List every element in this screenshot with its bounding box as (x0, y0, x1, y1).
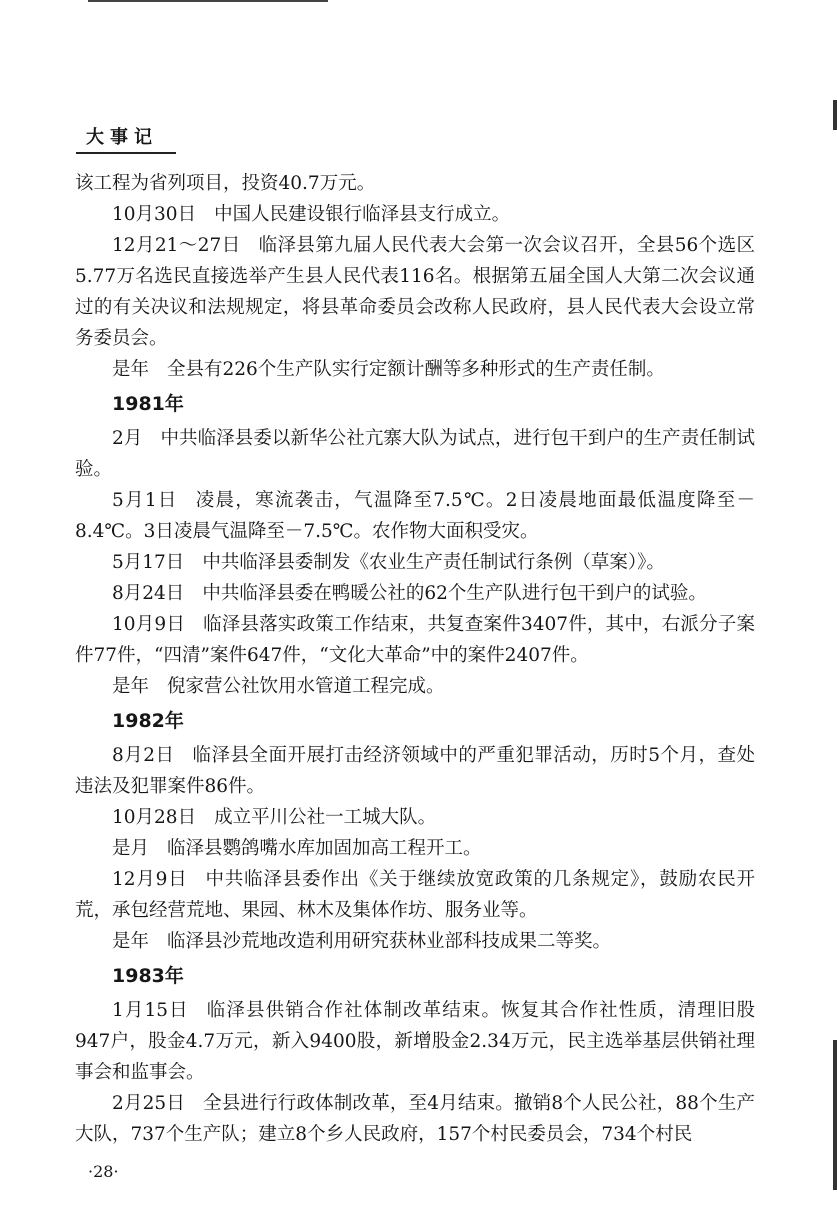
page-number: ·28· (88, 1162, 119, 1181)
entry-text: 临泽县全面开展打击经济领域中的严重犯罪活动，历时5个月，查处违法及犯罪案件86件。 (75, 745, 756, 797)
year-heading: 1983年 (112, 965, 184, 987)
entry-date: 2月25日 (112, 1093, 186, 1114)
entry-text: 中共临泽县委在鸭暖公社的62个生产队进行包干到户的试验。 (202, 583, 707, 604)
chronicle-entry (75, 864, 755, 926)
chronicle-entry (75, 995, 755, 1088)
entry-date: 是月 (112, 838, 150, 859)
entry-date: 1月15日 (112, 1000, 189, 1021)
entry-text: 临泽县第九届人民代表大会第一次会议召开，全县56个选区5.77万名选民直接选举产生县人民代表116名。根据第五届全国人大第二次会议通过的有关决议和法规规定，将县革命委员会改称人民政府，县人民代表大会设立常务委员会。 (75, 235, 755, 349)
chronicle-entry (75, 578, 755, 609)
chronicle-entry (75, 740, 755, 802)
chronicle-entry (75, 833, 755, 864)
chronicle-entry (75, 199, 755, 230)
scan-edge-mark (833, 1040, 837, 1190)
header-rule (76, 152, 176, 154)
entry-date: 10月28日 (112, 807, 197, 828)
year-heading: 1981年 (112, 393, 184, 415)
chronicle-entry (75, 547, 755, 578)
entry-date: 是年 (112, 931, 150, 952)
entry-text: 中国人民建设银行临泽县支行成立。 (214, 204, 511, 225)
continued-paragraph: 该工程为省列项目，投资40.7万元。 (75, 173, 376, 194)
entry-date: 10月9日 (112, 614, 186, 635)
entry-text: 全县有226个生产队实行定额计酬等多种形式的生产责任制。 (167, 359, 665, 380)
entry-text: 凌晨，寒流袭击，气温降至7.5℃。2日凌晨地面最低温度降至－8.4℃。3日凌晨气温降至－7.5℃。农作物大面积受灾。 (75, 490, 756, 542)
chronicle-entry (75, 230, 755, 354)
entry-text: 临泽县供销合作社体制改革结束。恢复其合作社性质，清理旧股947户，股金4.7万元，新入9400股，新增股金2.34万元，民主选举基层供销社理事会和监事会。 (75, 1000, 755, 1083)
chronicle-entry (75, 671, 755, 702)
entry-text: 倪家营公社饮用水管道工程完成。 (167, 676, 445, 697)
scan-edge-mark (833, 100, 837, 130)
running-header: 大事记 (86, 127, 158, 148)
chronicle-entry (75, 802, 755, 833)
entry-date: 5月17日 (112, 552, 185, 573)
entry-text: 中共临泽县委以新华公社亢寨大队为试点，进行包干到户的生产责任制试验。 (75, 428, 755, 480)
chronicle-entry (75, 926, 755, 957)
entry-date: 8月2日 (112, 745, 175, 766)
chronicle-entry (75, 609, 755, 671)
chronicle-entry (75, 1088, 755, 1150)
entry-date: 8月24日 (112, 583, 185, 604)
entry-date: 12月21～27日 (112, 235, 241, 256)
entry-text: 中共临泽县委制发《农业生产责任制试行条例（草案）》。 (202, 552, 665, 573)
chronicle-entry (75, 354, 755, 385)
page-body (75, 168, 755, 1150)
entry-date: 是年 (112, 676, 150, 697)
entry-date: 10月30日 (112, 204, 197, 225)
entry-text: 临泽县沙荒地改造利用研究获林业部科技成果二等奖。 (167, 931, 612, 952)
entry-date: 是年 (112, 359, 150, 380)
entry-text: 全县进行行政体制改革，至4月结束。撤销8个人民公社，88个生产大队，737个生产队；建立8个乡人民政府，157个村民委员会，734个村民 (75, 1093, 756, 1145)
entry-date: 2月 (112, 428, 143, 449)
entry-text: 成立平川公社一工城大队。 (214, 807, 437, 828)
year-heading: 1982年 (112, 710, 184, 732)
entry-text: 临泽县落实政策工作结束，共复查案件3407件，其中，右派分子案件77件，“四清”案件647件，“文化大革命”中的案件2407件。 (75, 614, 756, 666)
chronicle-entry (75, 423, 755, 485)
entry-date: 12月9日 (112, 869, 188, 890)
entry-date: 5月1日 (112, 490, 178, 511)
entry-text: 中共临泽县委作出《关于继续放宽政策的几条规定》，鼓励农民开荒，承包经营荒地、果园、林木及集体作坊、服务业等。 (75, 869, 755, 921)
entry-text: 临泽县鹦鸽嘴水库加固加高工程开工。 (167, 838, 482, 859)
top-rule (88, 0, 328, 2)
chronicle-entry (75, 485, 755, 547)
